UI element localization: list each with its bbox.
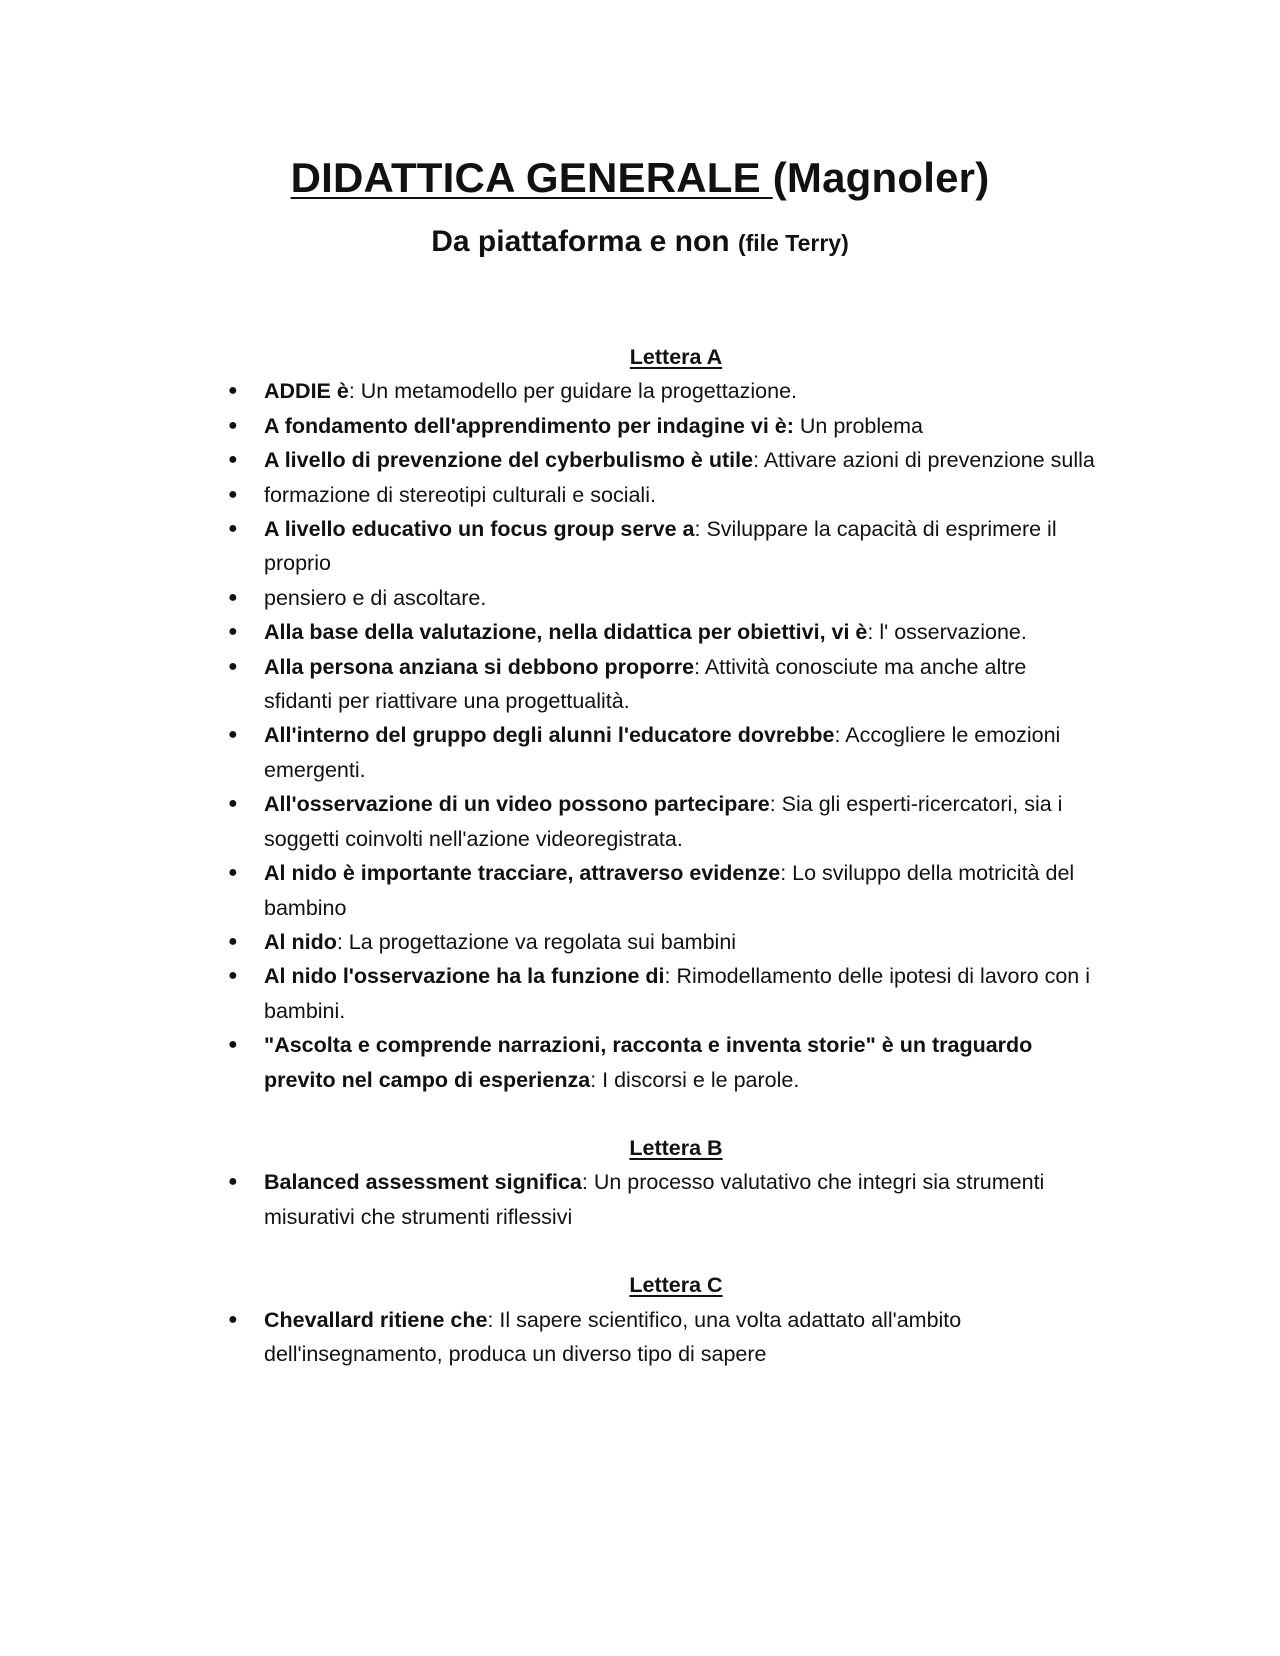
section-lettera-c <box>226 1268 1096 1371</box>
item-text: : Lo sviluppo della motricità del bambino <box>264 861 1075 920</box>
item-text: Un problema <box>793 413 923 438</box>
item-term: A fondamento dell'apprendimento per indagine vi è: <box>264 413 794 438</box>
bullet-icon: ● <box>228 726 238 744</box>
item-term: ADDIE è <box>264 379 349 404</box>
item-term: All'interno del gruppo degli alunni l'educatore dovrebbe <box>264 723 835 748</box>
list-item <box>226 1303 1096 1372</box>
document-subtitle <box>0 222 1280 263</box>
item-text: : La progettazione va regolata sui bambini <box>336 929 737 954</box>
item-text: : Accogliere le emozioni emergenti. <box>264 723 1061 782</box>
item-text: : Un metamodello per guidare la progettazione. <box>348 379 798 404</box>
bullet-icon: ● <box>228 382 238 400</box>
item-list <box>226 374 1096 1097</box>
item-text: : Rimodellamento delle ipotesi di lavoro con i bambini. <box>264 964 1090 1023</box>
item-text: : l' osservazione. <box>867 620 1027 645</box>
bullet-icon: ● <box>228 520 238 538</box>
item-text: : Attivare azioni di prevenzione sulla <box>753 448 1095 473</box>
bullet-icon: ● <box>228 932 238 950</box>
bullet-icon: ● <box>228 588 238 606</box>
item-term: Al nido è importante tracciare, attraverso evidenze <box>264 861 781 886</box>
bullet-icon: ● <box>228 485 238 503</box>
item-term: A livello educativo un focus group serve a <box>264 517 695 542</box>
item-term: Balanced assessment significa <box>264 1170 582 1195</box>
list-item <box>226 787 1096 856</box>
section-lettera-b <box>226 1131 1096 1234</box>
item-text: : I discorsi e le parole. <box>590 1067 800 1092</box>
item-term: A livello di prevenzione del cyberbulismo è utile <box>264 448 754 473</box>
list-item <box>226 1028 1096 1097</box>
list-item <box>226 409 1096 443</box>
bullet-icon: ● <box>228 451 238 469</box>
item-term: Chevallard ritiene che <box>264 1307 488 1332</box>
list-item <box>226 650 1096 719</box>
item-term: All'osservazione di un video possono partecipare <box>264 792 770 817</box>
bullet-icon: ● <box>228 623 238 641</box>
glossary-content <box>226 340 1096 1371</box>
section-spacer <box>226 1097 1096 1131</box>
list-item <box>226 512 1096 581</box>
bullet-icon: ● <box>228 1310 238 1328</box>
item-term: Alla base della valutazione, nella didattica per obiettivi, vi è <box>264 620 868 645</box>
item-text: : Il sapere scientifico, una volta adattato all'ambito dell'insegnamento, produca un diverso tipo di sapere <box>264 1307 962 1366</box>
bullet-icon: ● <box>228 1036 238 1054</box>
bullet-icon: ● <box>228 416 238 434</box>
subtitle-source: (file Terry) <box>737 230 849 256</box>
item-text: : Attività conosciute ma anche altre sfidanti per riattivare una progettualità. <box>264 654 1027 714</box>
item-list <box>226 1165 1096 1234</box>
list-item <box>226 1165 1096 1234</box>
item-term: "Ascolta e comprende narrazioni, racconta e inventa storie" è un traguardo previto nel campo di esperienza <box>264 1033 1033 1092</box>
section-heading: Lettera B <box>629 1135 723 1160</box>
bullet-icon: ● <box>228 967 238 985</box>
list-item <box>226 856 1096 925</box>
list-item <box>226 443 1096 477</box>
section-spacer <box>226 1234 1096 1268</box>
list-item <box>226 925 1096 959</box>
item-term: Al nido <box>264 929 337 954</box>
item-text: pensiero e di ascoltare. <box>264 585 487 610</box>
item-text: : Sia gli esperti-ricercatori, sia i soggetti coinvolti nell'azione videoregistrata. <box>264 792 1063 851</box>
item-list <box>226 1303 1096 1372</box>
subtitle-main: Da piattaforma e non <box>431 225 738 258</box>
list-item <box>226 581 1096 615</box>
bullet-icon: ● <box>228 1173 238 1191</box>
bullet-icon: ● <box>228 864 238 882</box>
item-text: formazione di stereotipi culturali e sociali. <box>264 482 656 507</box>
list-item <box>226 959 1096 1028</box>
document-title <box>0 152 1280 204</box>
bullet-icon: ● <box>228 657 238 675</box>
list-item <box>226 478 1096 512</box>
section-heading: Lettera A <box>629 345 723 369</box>
item-term: Al nido l'osservazione ha la funzione di <box>264 964 665 989</box>
title-author: (Magnoler) <box>772 154 990 201</box>
list-item <box>226 615 1096 649</box>
section-lettera-a <box>226 340 1096 1097</box>
bullet-icon: ● <box>228 795 238 813</box>
item-text: : Un processo valutativo che integri sia strumenti misurativi che strumenti riflessivi <box>264 1170 1045 1229</box>
item-text: : Sviluppare la capacità di esprimere il proprio <box>264 517 1057 576</box>
item-term: Alla persona anziana si debbono proporre <box>264 654 695 679</box>
title-main: DIDATTICA GENERALE <box>290 154 773 201</box>
list-item <box>226 718 1096 787</box>
section-heading: Lettera C <box>629 1273 723 1298</box>
list-item <box>226 374 1096 408</box>
